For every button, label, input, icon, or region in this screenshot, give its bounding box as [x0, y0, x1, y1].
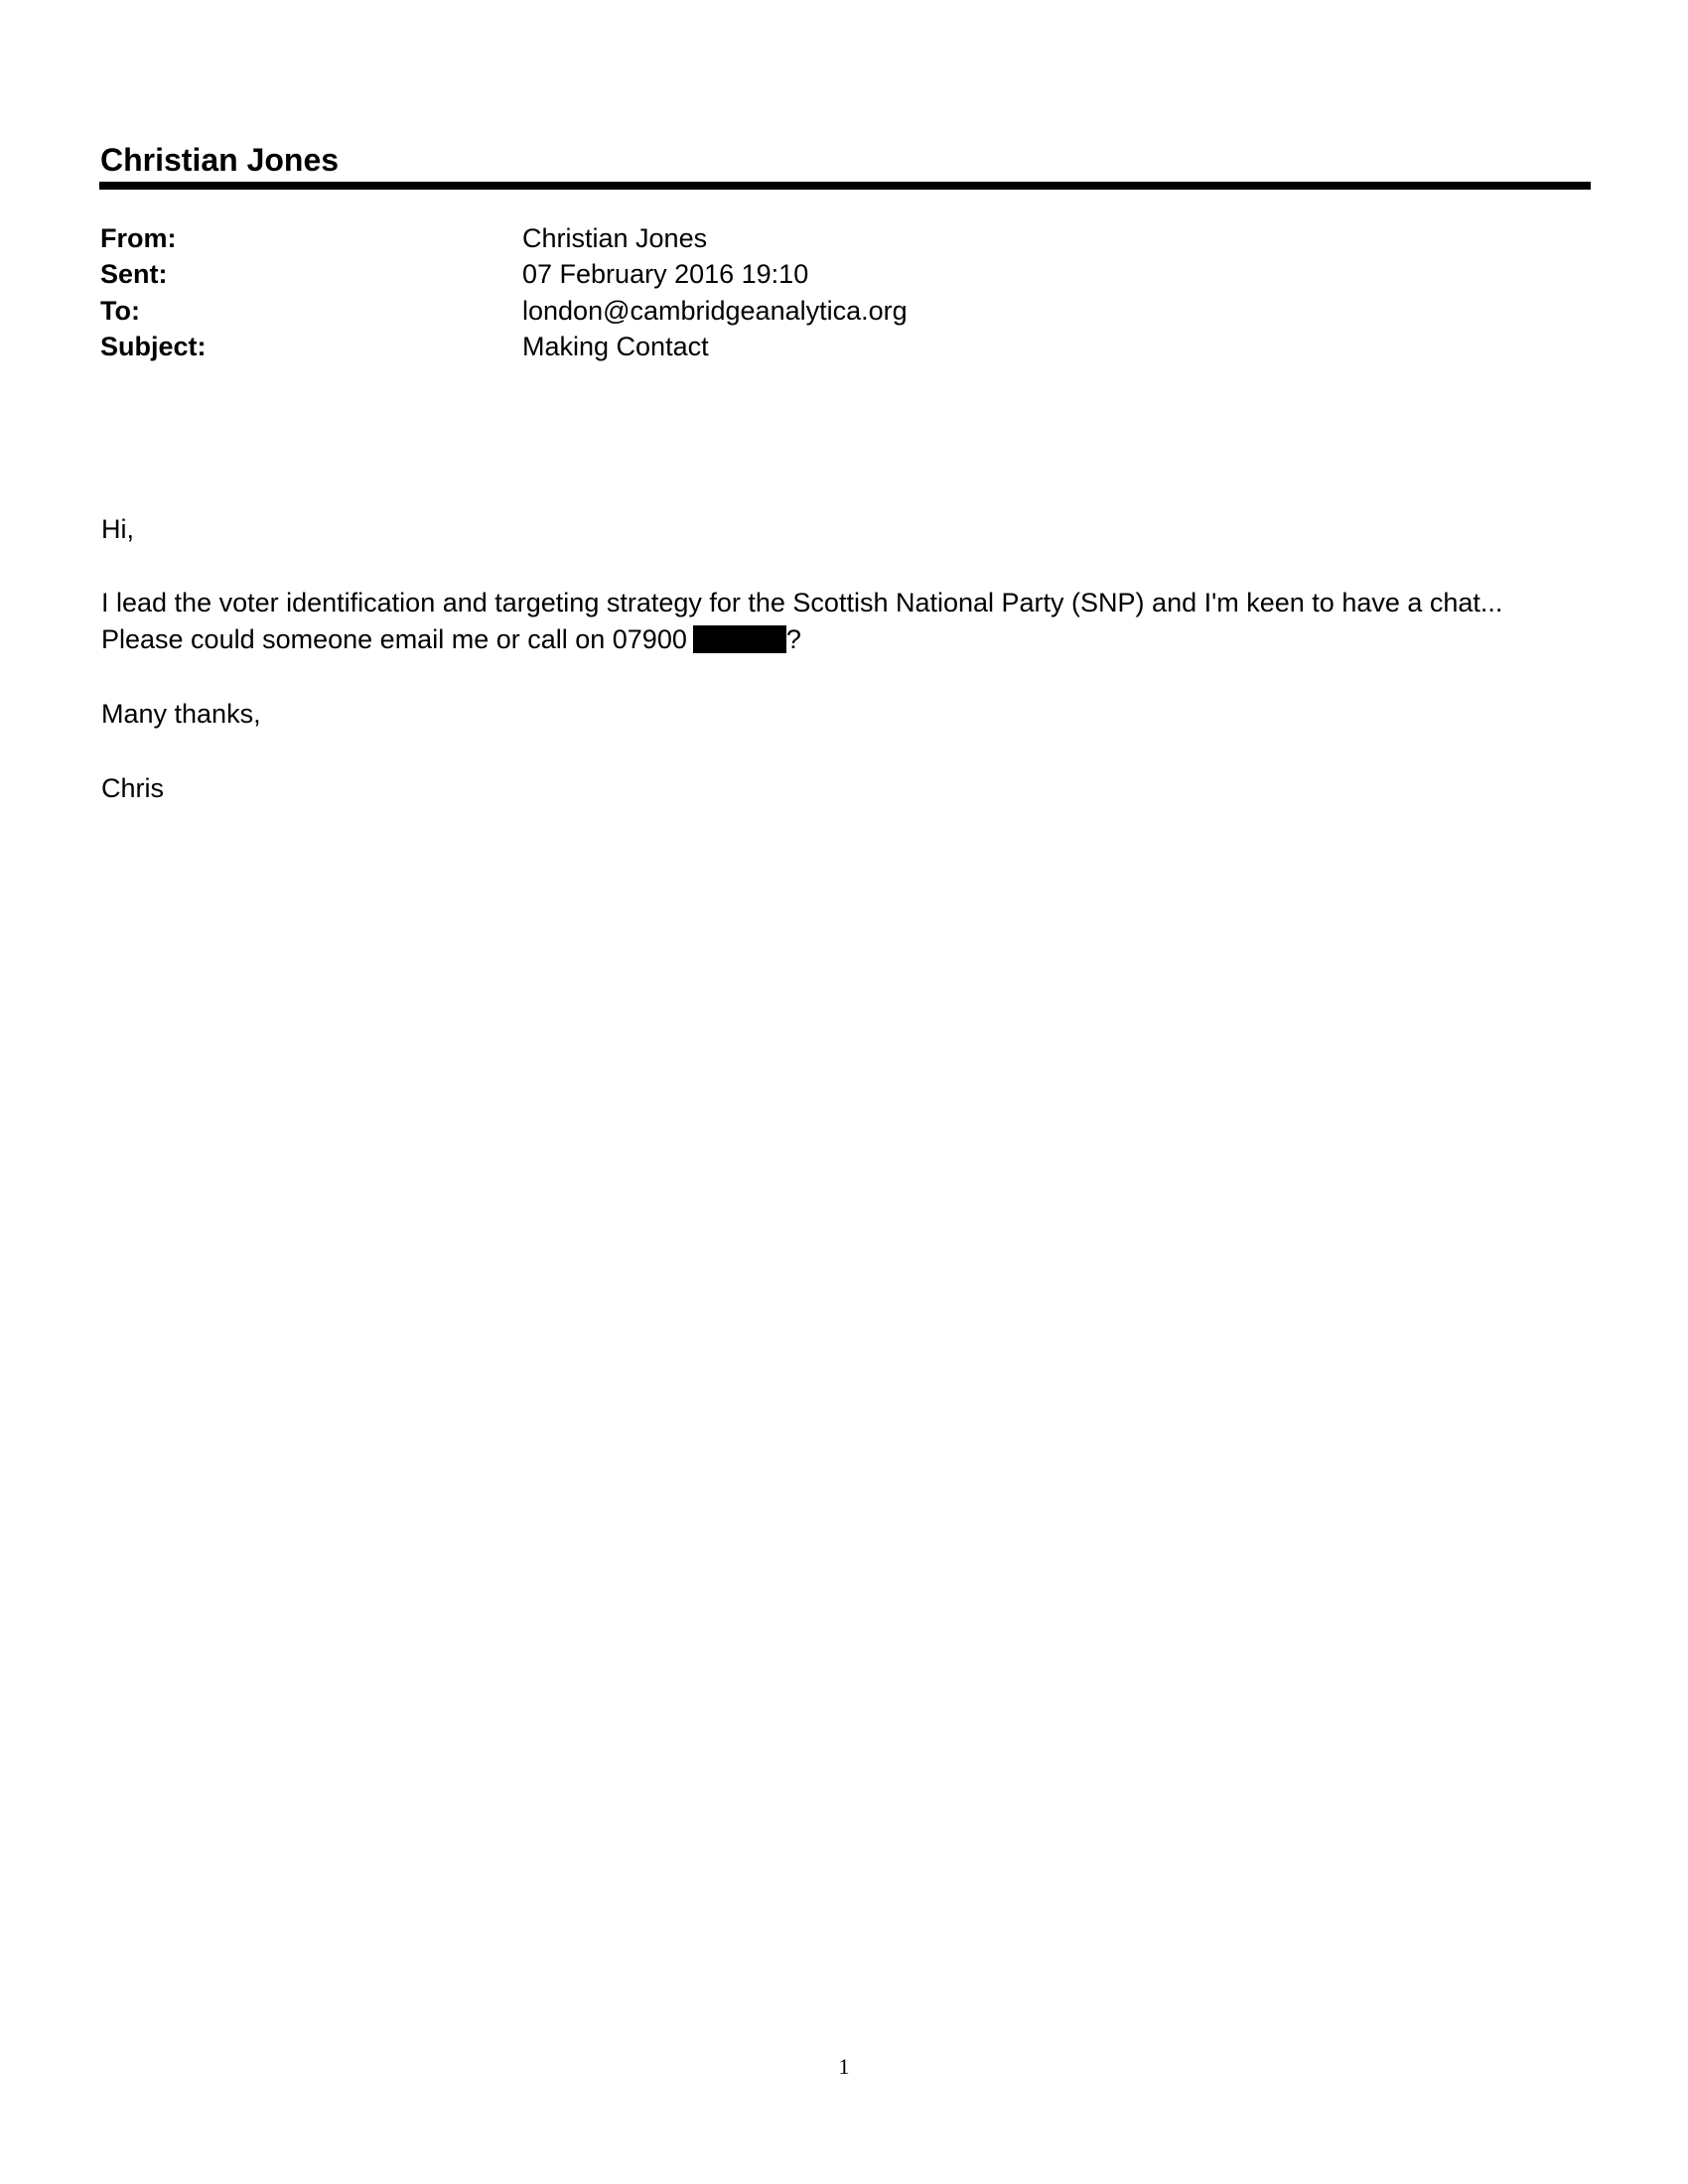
subject-value: Making Contact	[522, 332, 709, 361]
header-from-row	[100, 220, 1590, 256]
header-sent-row	[100, 256, 1590, 292]
to-label: To:	[100, 296, 140, 326]
body-line-2-suffix: ?	[785, 624, 801, 654]
body-signature: Chris	[101, 773, 165, 803]
body-line-1: I lead the voter identification and targeting strategy for the Scottish National Party (SNP) and I'm keen to have a chat...	[101, 588, 1503, 617]
title-divider	[99, 182, 1591, 190]
header-subject-row	[100, 329, 1590, 364]
from-value: Christian Jones	[522, 223, 708, 253]
sent-value: 07 February 2016 19:10	[522, 259, 809, 289]
header-to-row	[100, 293, 1590, 329]
body-closing: Many thanks,	[101, 699, 261, 729]
document-title: Christian Jones	[100, 142, 340, 178]
redaction-block	[693, 625, 786, 653]
body-line-2	[101, 621, 801, 657]
sent-label: Sent:	[100, 259, 168, 289]
body-greeting: Hi,	[101, 514, 134, 544]
body-line-2-prefix: Please could someone email me or call on 07900	[101, 624, 687, 654]
from-label: From:	[100, 223, 177, 253]
subject-label: Subject:	[100, 332, 207, 361]
page-number: 1	[838, 2054, 850, 2079]
to-value: london@cambridgeanalytica.org	[522, 296, 908, 326]
